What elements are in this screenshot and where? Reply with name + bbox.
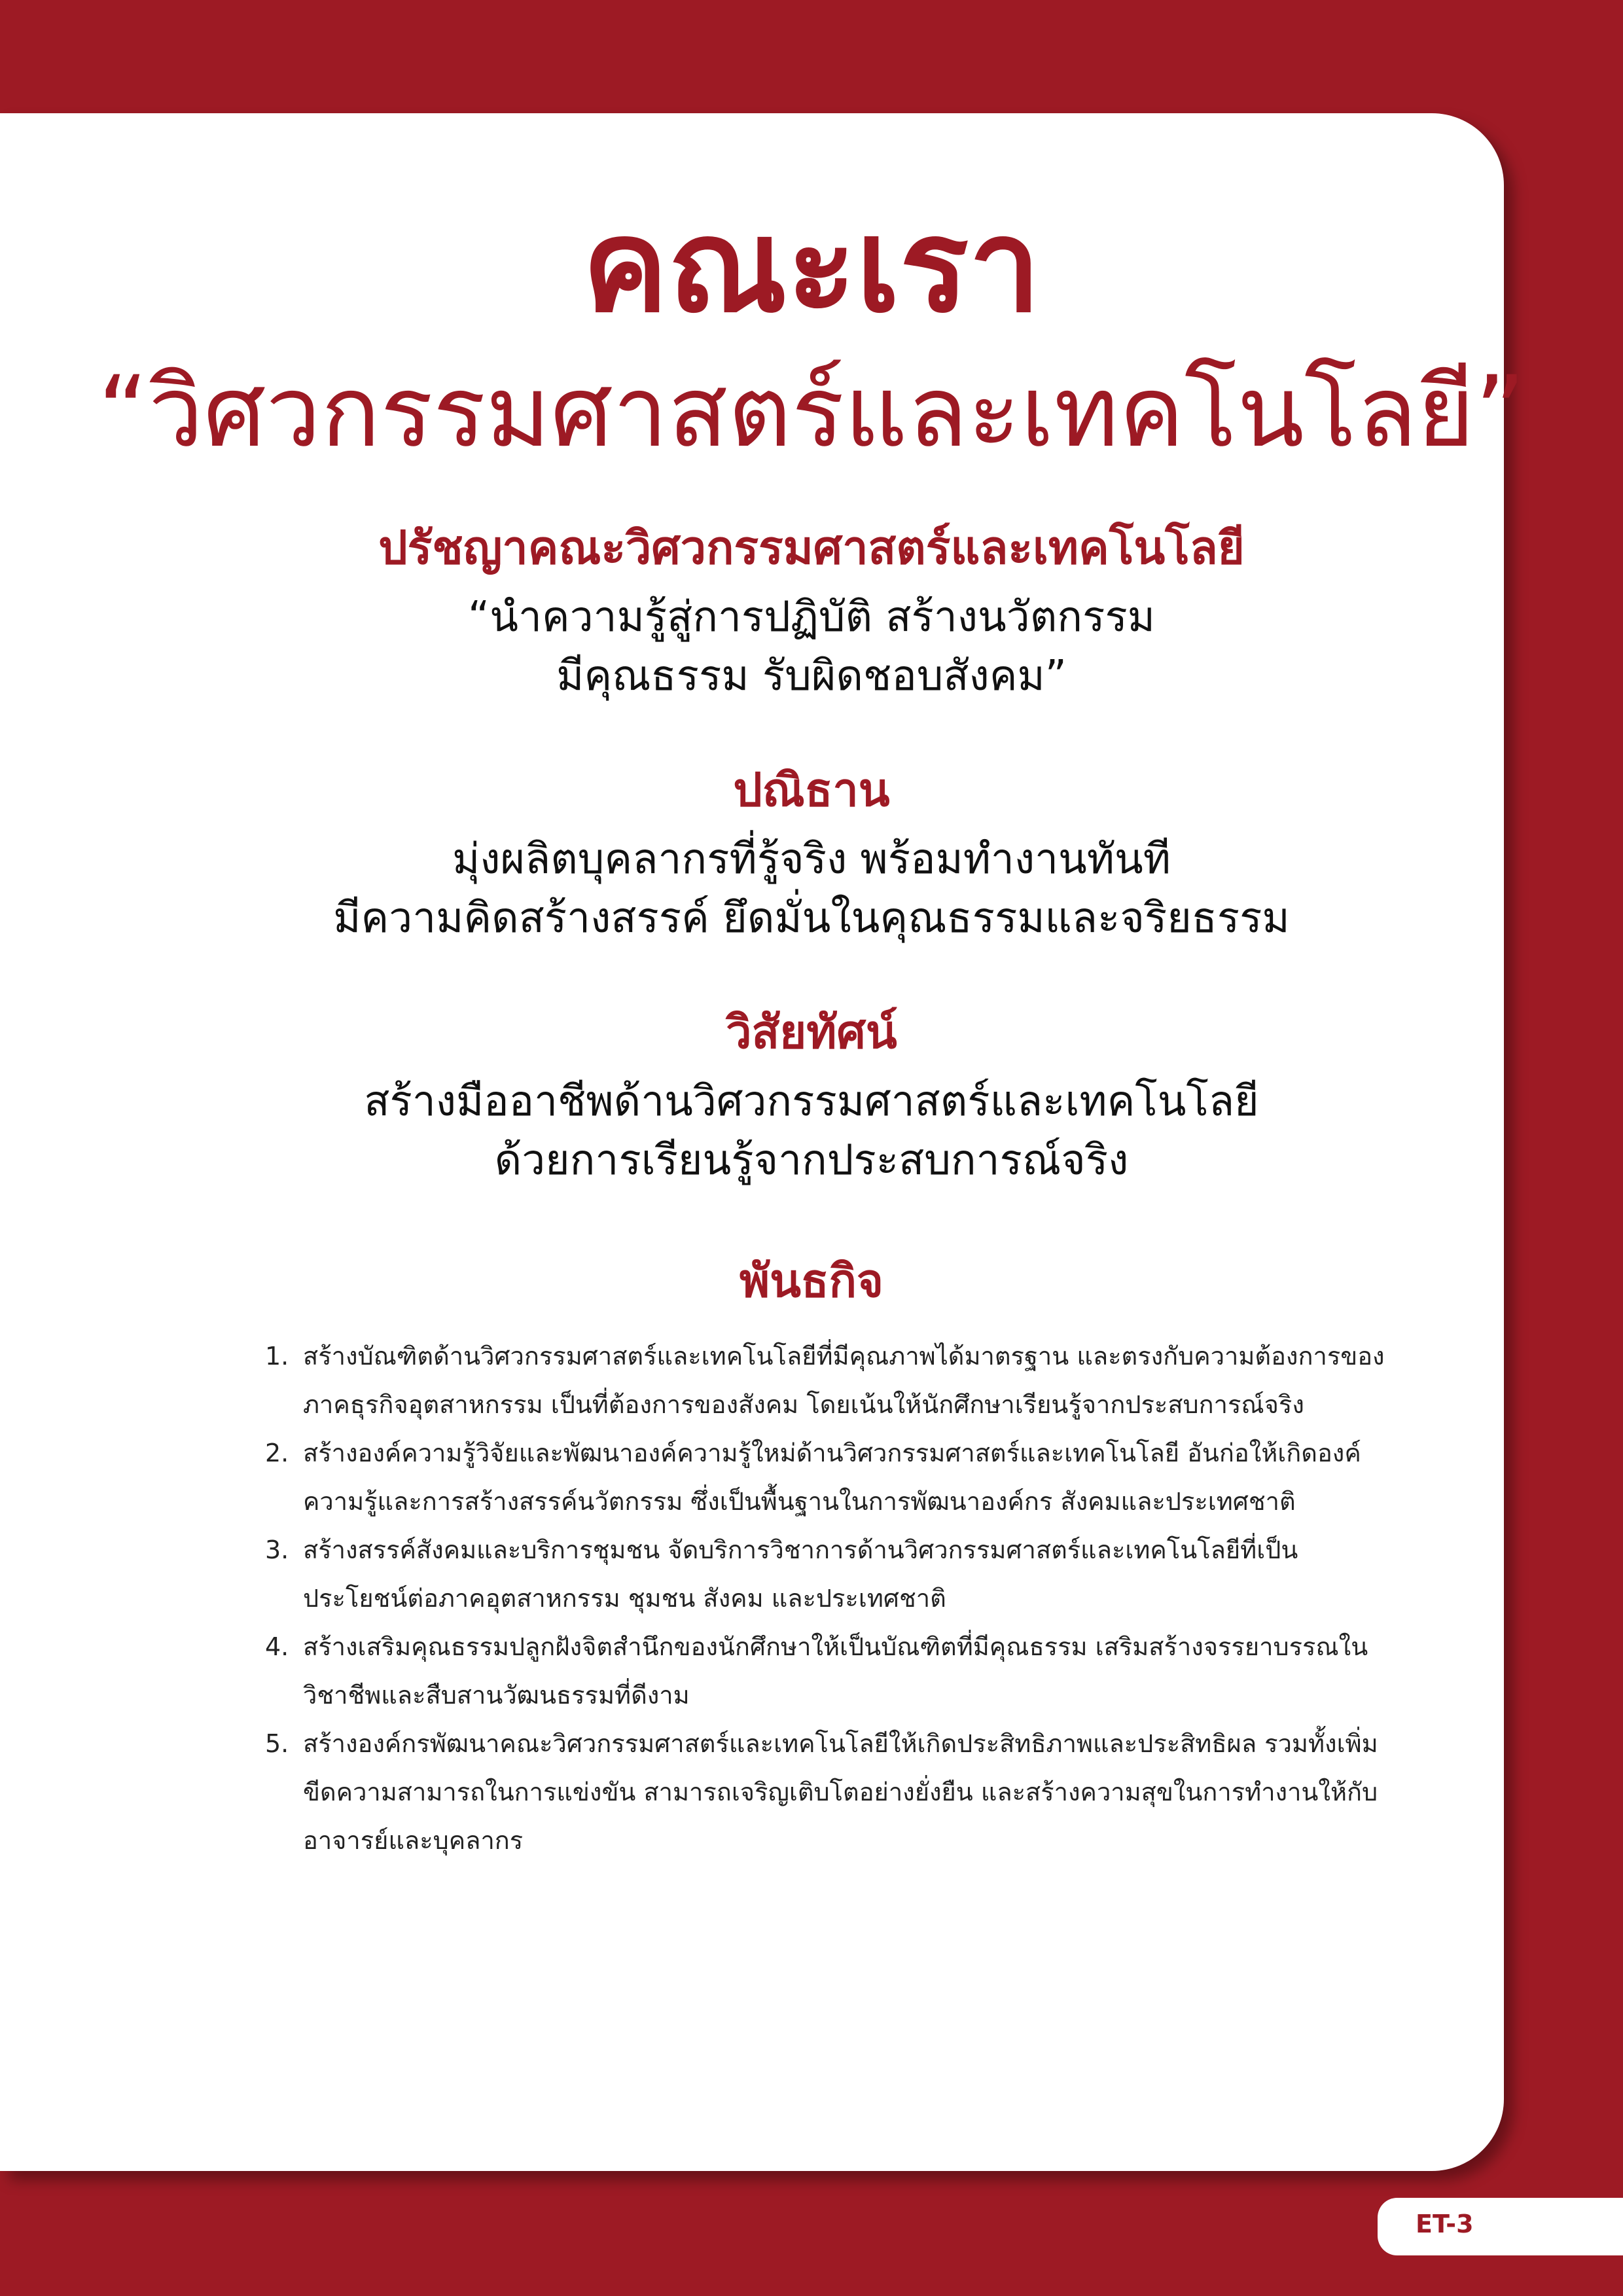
vision-line: สร้างมืออาชีพด้านวิศวกรรมศาสตร์และเทคโนโลยี <box>364 1077 1259 1126</box>
mission-item-number: 1. <box>265 1342 289 1371</box>
philosophy-line: “นำความรู้สู่การปฏิบัติ สร้างนวัตกรรม <box>468 593 1155 641</box>
mission-item <box>265 1429 1391 1526</box>
mission-list <box>265 1332 1391 1865</box>
mission-item-number: 4. <box>265 1632 289 1661</box>
resolution-line: มุ่งผลิตบุคลากรที่รู้จริง พร้อมทำงานทันที <box>452 835 1171 884</box>
mission-item <box>265 1719 1391 1865</box>
mission-item-text: สร้างเสริมคุณธรรมปลูกฝังจิตสำนึกของนักศึกษาให้เป็นบัณฑิตที่มีคุณธรรม เสริมสร้างจรรยาบรรณในวิชาชีพและสืบสานวัฒนธรรมที่ดีงาม <box>303 1632 1368 1710</box>
resolution-line: มีความคิดสร้างสรรค์ ยึดมั่นในคุณธรรมและจริยธรรม <box>333 894 1290 942</box>
page-subtitle: “วิศวกรรมศาสตร์และเทคโนโลยี” <box>97 355 1526 469</box>
mission-item-text: สร้างองค์กรพัฒนาคณะวิศวกรรมศาสตร์และเทคโนโลยีให้เกิดประสิทธิภาพและประสิทธิผล รวมทั้งเพิ่มขีดความสามารถในการแข่งขัน สามารถเจริญเติบโตอย่างยั่งยืน และสร้างความสุขในการทำงานให้กับอาจารย์และบุคลากร <box>303 1729 1378 1855</box>
mission-item <box>265 1623 1391 1719</box>
mission-item-number: 2. <box>265 1439 289 1467</box>
mission-heading: พันธกิจ <box>739 1254 884 1308</box>
mission-item-text: สร้างสรรค์สังคมและบริการชุมชน จัดบริการวิชาการด้านวิศวกรรมศาสตร์และเทคโนโลยีที่เป็นประโยชน์ต่อภาคอุตสาหกรรม ชุมชน สังคม และประเทศชาติ <box>303 1535 1298 1613</box>
vision-line: ด้วยการเรียนรู้จากประสบการณ์จริง <box>494 1136 1129 1185</box>
page-title: คณะเรา <box>582 192 1041 341</box>
mission-item-number: 3. <box>265 1535 289 1564</box>
page-number-tab <box>1378 2198 1623 2255</box>
philosophy-heading: ปรัชญาคณะวิศวกรรมศาสตร์และเทคโนโลยี <box>378 521 1245 575</box>
vision-heading: วิสัยทัศน์ <box>726 1005 897 1059</box>
mission-item-text: สร้างบัณฑิตด้านวิศวกรรมศาสตร์และเทคโนโลยีที่มีคุณภาพได้มาตรฐาน และตรงกับความต้องการของภาคธุรกิจอุตสาหกรรม เป็นที่ต้องการของสังคม โดยเน้นให้นักศึกษาเรียนรู้จากประสบการณ์จริง <box>303 1342 1385 1419</box>
mission-item <box>265 1332 1391 1429</box>
mission-item <box>265 1526 1391 1623</box>
resolution-heading: ปณิธาน <box>733 763 890 817</box>
mission-item-number: 5. <box>265 1729 289 1758</box>
mission-item-text: สร้างองค์ความรู้วิจัยและพัฒนาองค์ความรู้ใหม่ด้านวิศวกรรมศาสตร์และเทคโนโลยี อันก่อให้เกิดองค์ความรู้และการสร้างสรรค์นวัตกรรม ซึ่งเป็นพื้นฐานในการพัฒนาองค์กร สังคมและประเทศชาติ <box>303 1439 1361 1516</box>
page-number: ET-3 <box>1416 2210 1474 2238</box>
philosophy-line: มีคุณธรรม รับผิดชอบสังคม” <box>556 652 1067 700</box>
